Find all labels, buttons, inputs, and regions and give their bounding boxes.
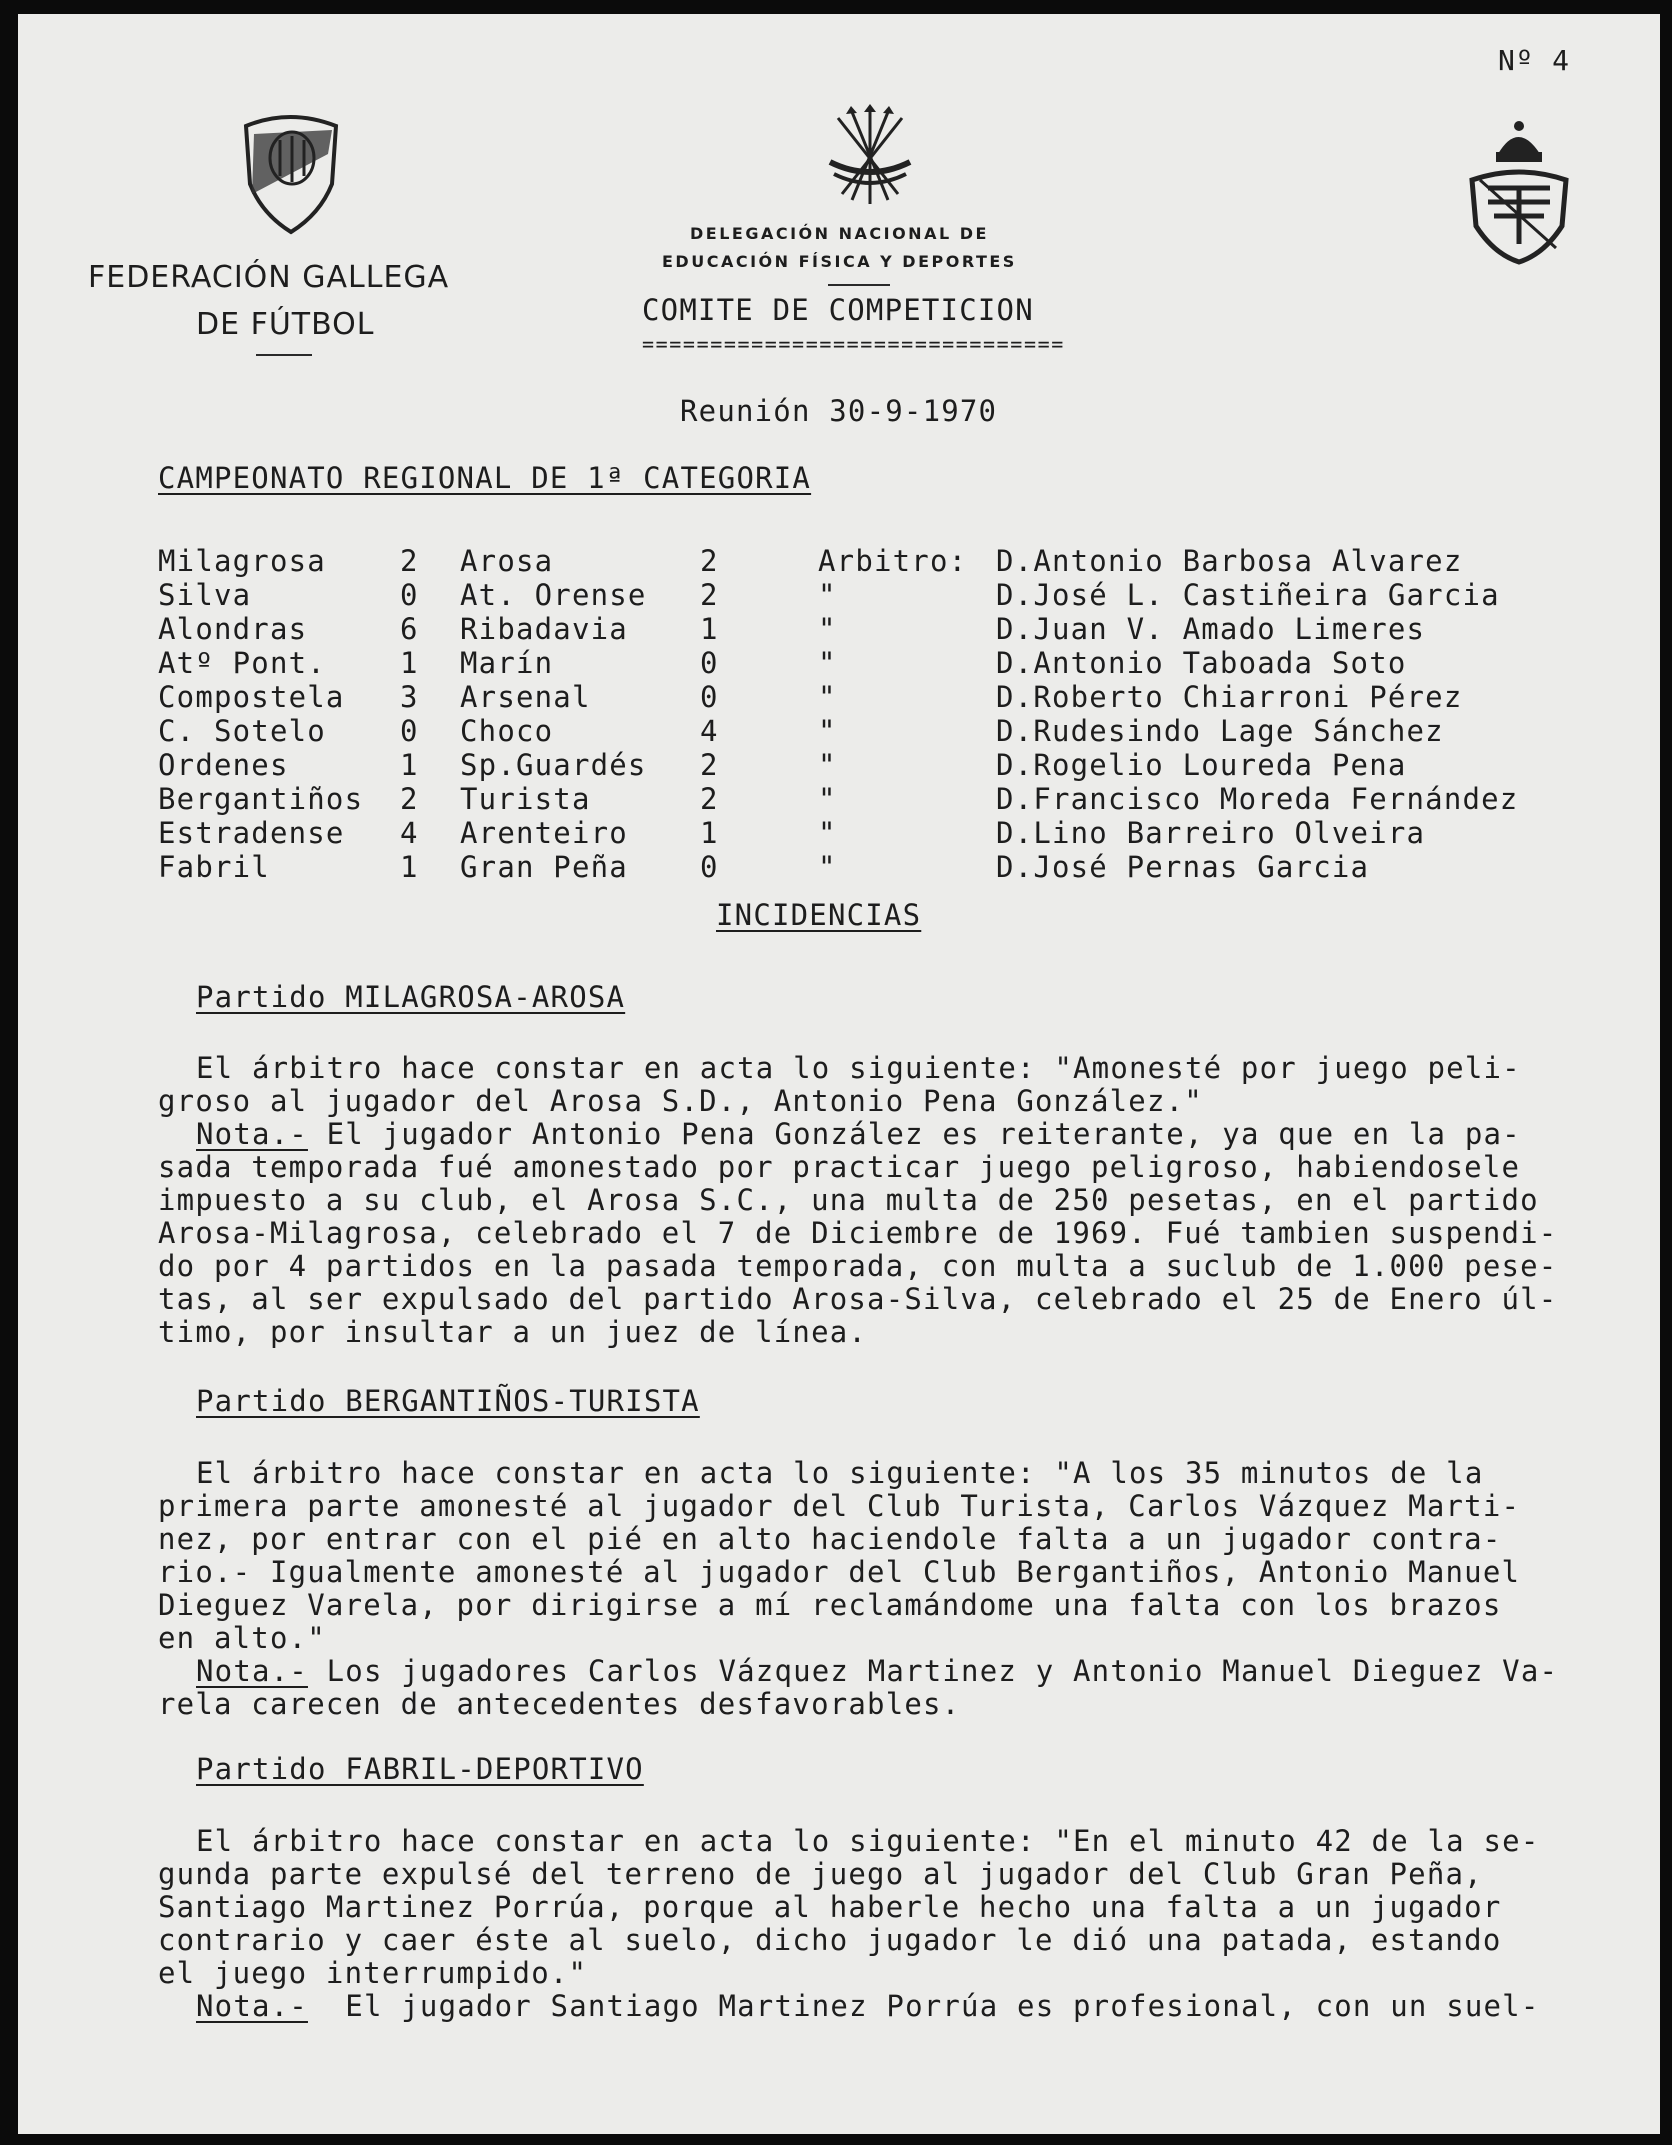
ditto-mark: " — [818, 714, 837, 748]
home-score: 2 — [400, 544, 419, 578]
match-heading: Partido MILAGROSA-AROSA — [196, 980, 626, 1014]
home-score: 2 — [400, 782, 419, 816]
away-score: 2 — [700, 544, 719, 578]
federation-name-line2: DE FÚTBOL — [196, 307, 375, 342]
report-line: El árbitro hace constar en acta lo siguiente: "Amonesté por juego peli- — [196, 1051, 1521, 1085]
yoke-and-arrows-emblem — [824, 104, 916, 216]
report-line: el juego interrumpido." — [158, 1956, 588, 1990]
note-line: impuesto a su club, el Arosa S.C., una multa de 250 pesetas, en el partido — [158, 1183, 1539, 1217]
note-line: Arosa-Milagrosa, celebrado el 7 de Diciembre de 1969. Fué tambien suspendi- — [158, 1216, 1558, 1250]
page-number: Nº 4 — [1498, 44, 1571, 77]
referee-name: D.Francisco Moreda Fernández — [996, 782, 1519, 816]
federation-divider — [256, 354, 312, 356]
home-team: Estradense — [158, 816, 345, 850]
home-team: Bergantiños — [158, 782, 364, 816]
referee-name: D.Rogelio Loureda Pena — [996, 748, 1407, 782]
referee-name: D.José L. Castiñeira Garcia — [996, 578, 1500, 612]
referee-name: D.Antonio Taboada Soto — [996, 646, 1407, 680]
meeting-date: Reunión 30-9-1970 — [680, 394, 998, 428]
note-first-line — [158, 1654, 1638, 1687]
report-line: El árbitro hace constar en acta lo siguiente: "En el minuto 42 de la se- — [196, 1824, 1540, 1858]
note-label: Nota.- — [196, 1989, 308, 2023]
away-score: 1 — [700, 612, 719, 646]
away-team: Arosa — [460, 544, 554, 578]
home-score: 0 — [400, 578, 419, 612]
home-score: 3 — [400, 680, 419, 714]
championship-heading: CAMPEONATO REGIONAL DE 1ª CATEGORIA — [158, 461, 812, 495]
referee-name: D.Rudesindo Lage Sánchez — [996, 714, 1444, 748]
incidencias-heading: INCIDENCIAS — [716, 898, 922, 932]
ditto-mark: " — [818, 748, 837, 782]
ditto-mark: " — [818, 816, 837, 850]
note-first-line — [158, 1989, 1638, 2022]
away-team: Ribadavia — [460, 612, 628, 646]
note-text: El jugador Antonio Pena González es reiterante, ya que en la pa- — [307, 1117, 1521, 1151]
ditto-mark: " — [818, 612, 837, 646]
away-team: Turista — [460, 782, 591, 816]
federacion-gallega-shield-logo — [240, 106, 342, 236]
home-score: 1 — [400, 748, 419, 782]
away-team: Marín — [460, 646, 554, 680]
referee-label: Arbitro: — [818, 544, 968, 578]
away-score: 0 — [700, 646, 719, 680]
match-note — [158, 1117, 1638, 1348]
referee-name: D.José Pernas Garcia — [996, 850, 1370, 884]
report-line: El árbitro hace constar en acta lo siguiente: "A los 35 minutos de la — [196, 1456, 1484, 1490]
ditto-mark: " — [818, 578, 837, 612]
match-heading: Partido BERGANTIÑOS-TURISTA — [196, 1384, 700, 1418]
note-line: do por 4 partidos en la pasada temporada, con multa a suclub de 1.000 pese- — [158, 1249, 1558, 1283]
home-team: Atº Pont. — [158, 646, 326, 680]
ditto-mark: " — [818, 850, 837, 884]
home-team: Alondras — [158, 612, 308, 646]
home-team: Milagrosa — [158, 544, 326, 578]
home-team: Ordenes — [158, 748, 289, 782]
delegacion-line2: EDUCACIÓN FÍSICA Y DEPORTES — [662, 252, 1017, 271]
match-note — [158, 1654, 1638, 1720]
away-team: Sp.Guardés — [460, 748, 647, 782]
royal-federation-crown-emblem — [1464, 116, 1574, 266]
home-team: Fabril — [158, 850, 270, 884]
report-line: Dieguez Varela, por dirigirse a mí reclamándome una falta con los brazos — [158, 1588, 1502, 1622]
away-score: 1 — [700, 816, 719, 850]
away-score: 2 — [700, 748, 719, 782]
home-team: C. Sotelo — [158, 714, 326, 748]
home-score: 6 — [400, 612, 419, 646]
document-page — [18, 14, 1660, 2134]
home-team: Compostela — [158, 680, 345, 714]
away-score: 2 — [700, 578, 719, 612]
report-line: primera parte amonesté al jugador del Club Turista, Carlos Vázquez Marti- — [158, 1489, 1521, 1523]
away-score: 4 — [700, 714, 719, 748]
referee-name: D.Antonio Barbosa Alvarez — [996, 544, 1463, 578]
ditto-mark: " — [818, 646, 837, 680]
document-title: COMITE DE COMPETICION — [642, 293, 1034, 327]
report-line: nez, por entrar con el pié en alto haciendole falta a un jugador contra- — [158, 1522, 1502, 1556]
delegacion-line1: DELEGACIÓN NACIONAL DE — [690, 224, 989, 243]
note-label: Nota.- — [196, 1654, 308, 1688]
match-heading: Partido FABRIL-DEPORTIVO — [196, 1752, 644, 1786]
federation-name-line1: FEDERACIÓN GALLEGA — [88, 260, 450, 295]
match-note — [158, 1989, 1638, 2022]
report-line: en alto." — [158, 1621, 326, 1655]
away-team: Gran Peña — [460, 850, 628, 884]
away-score: 2 — [700, 782, 719, 816]
ditto-mark: " — [818, 680, 837, 714]
note-line: timo, por insultar a un juez de línea. — [158, 1315, 868, 1349]
referee-name: D.Juan V. Amado Limeres — [996, 612, 1426, 646]
report-line: gunda parte expulsé del terreno de juego al jugador del Club Gran Peña, — [158, 1857, 1483, 1891]
referee-name: D.Roberto Chiarroni Pérez — [996, 680, 1463, 714]
delegation-divider — [828, 284, 890, 286]
note-label: Nota.- — [196, 1117, 308, 1151]
note-text: El jugador Santiago Martinez Porrúa es profesional, con un suel- — [307, 1989, 1540, 2023]
home-team: Silva — [158, 578, 252, 612]
away-score: 0 — [700, 850, 719, 884]
note-text: Los jugadores Carlos Vázquez Martinez y Antonio Manuel Dieguez Va- — [307, 1654, 1559, 1688]
report-line: contrario y caer éste al suelo, dicho jugador le dió una patada, estando — [158, 1923, 1502, 1957]
home-score: 0 — [400, 714, 419, 748]
report-line: groso al jugador del Arosa S.D., Antonio Pena González." — [158, 1084, 1203, 1118]
note-line: tas, al ser expulsado del partido Arosa-Silva, celebrado el 25 de Enero úl- — [158, 1282, 1558, 1316]
match-report — [158, 1824, 1638, 1989]
report-line: Santiago Martinez Porrúa, porque al haberle hecho una falta a un jugador — [158, 1890, 1502, 1924]
referee-name: D.Lino Barreiro Olveira — [996, 816, 1426, 850]
note-line: rela carecen de antecedentes desfavorables. — [158, 1687, 961, 1721]
note-first-line — [158, 1117, 1638, 1150]
ditto-mark: " — [818, 782, 837, 816]
home-score: 1 — [400, 850, 419, 884]
away-score: 0 — [700, 680, 719, 714]
home-score: 4 — [400, 816, 419, 850]
report-line: rio.- Igualmente amonesté al jugador del Club Bergantiños, Antonio Manuel — [158, 1555, 1521, 1589]
match-report — [158, 1051, 1638, 1117]
away-team: At. Orense — [460, 578, 647, 612]
note-line: sada temporada fué amonestado por practicar juego peligroso, habiendosele — [158, 1150, 1521, 1184]
away-team: Choco — [460, 714, 554, 748]
title-double-rule: =============================== — [642, 332, 1065, 356]
home-score: 1 — [400, 646, 419, 680]
away-team: Arsenal — [460, 680, 591, 714]
away-team: Arenteiro — [460, 816, 628, 850]
match-report — [158, 1456, 1638, 1654]
